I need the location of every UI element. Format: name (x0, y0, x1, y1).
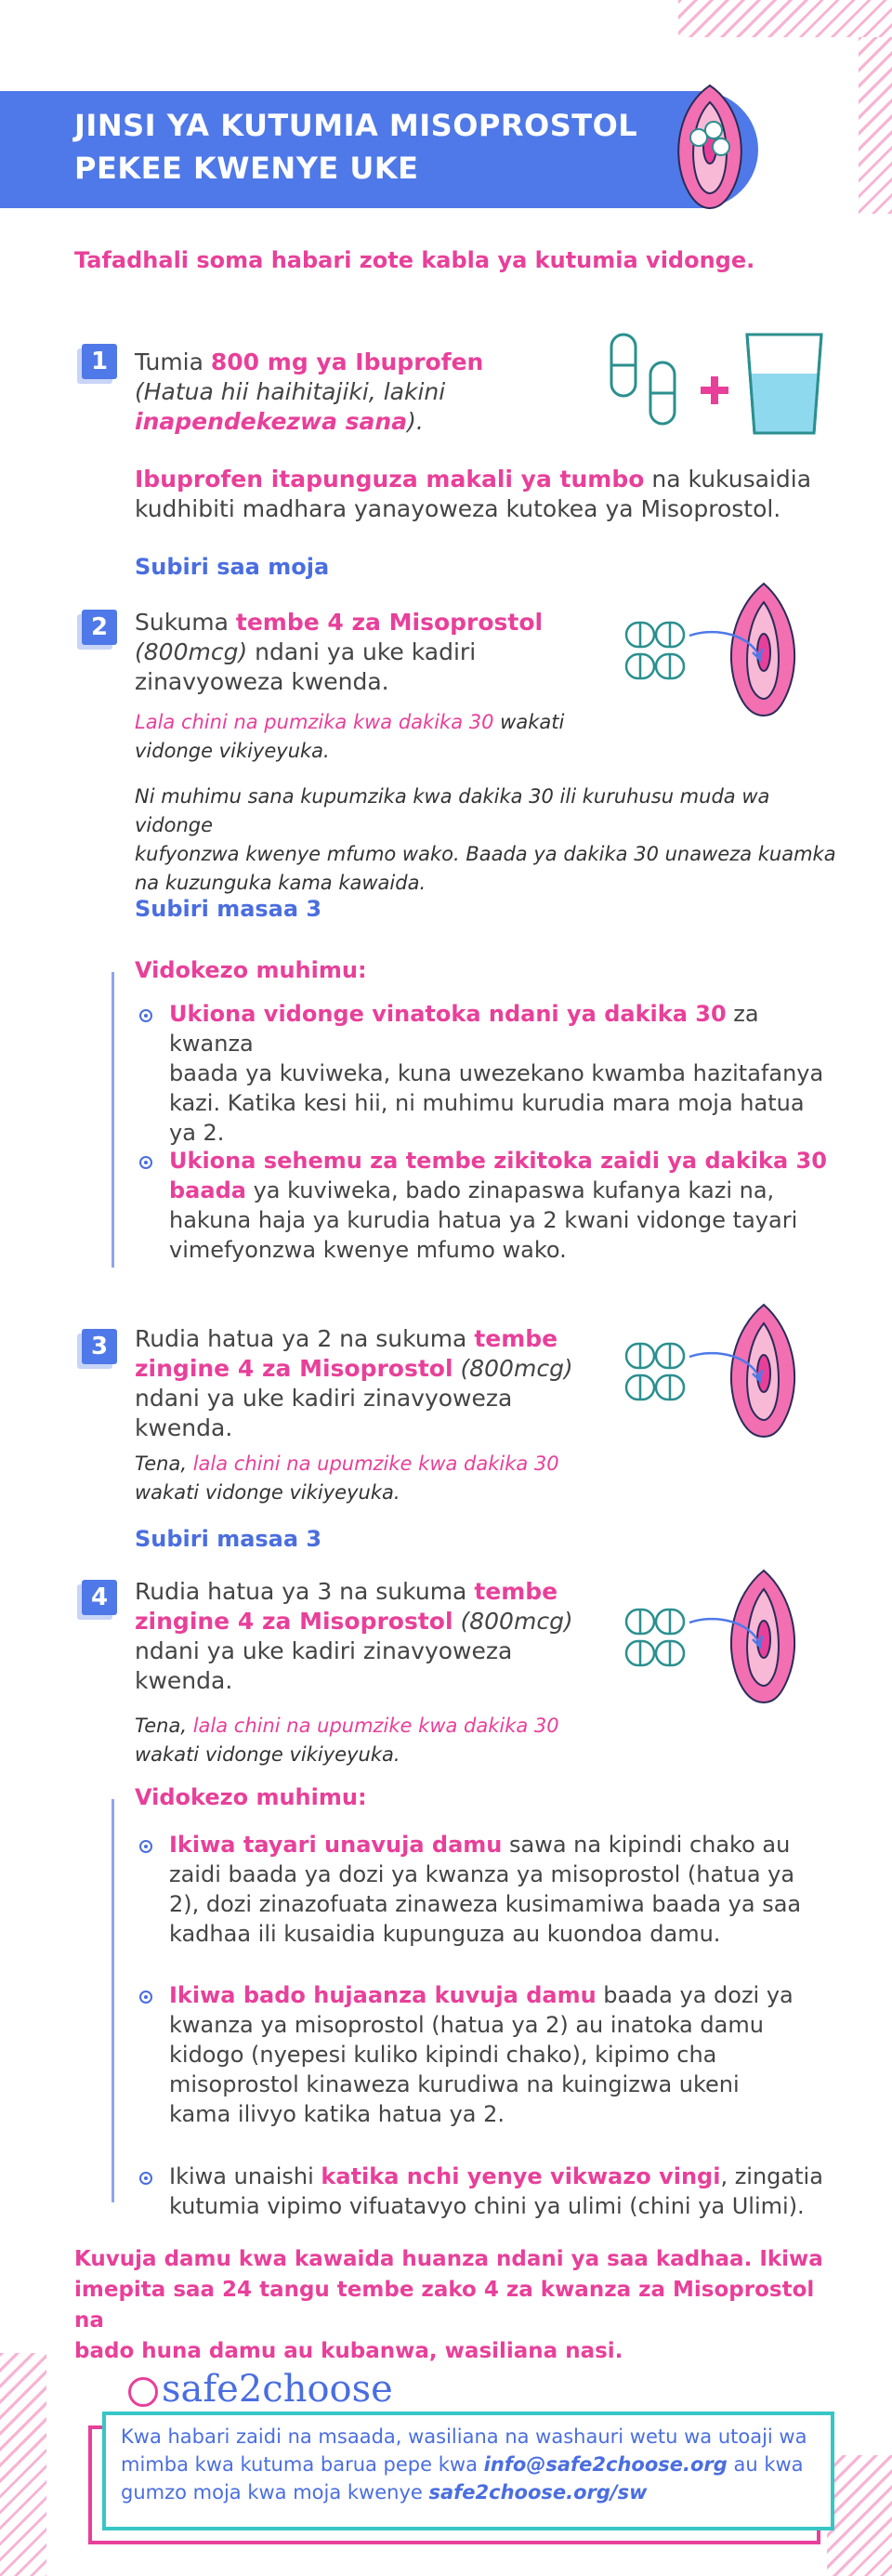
step-2-rest-c: vidonge vikiyeyuka. (135, 740, 330, 762)
tips-2-item-3-l1c: , zingatia (720, 2163, 823, 2189)
tips-1-heading: Vidokezo muhimu: (135, 957, 367, 983)
tablets-icon (624, 580, 810, 719)
decorative-stripes-top (678, 0, 892, 37)
step-3-number: 3 (82, 1329, 117, 1364)
tips-2-item-2-l5: kama ilivyo katika hatua ya 2. (169, 2101, 505, 2127)
step-2-line-1a: Sukuma (135, 609, 236, 636)
tips-2-bullet-3 (139, 2172, 152, 2185)
contact-line-1: Kwa habari zaidi na msaada, wasiliana na washauri wetu wa utoaji wa (121, 2425, 807, 2448)
closing-text (74, 2244, 836, 2367)
contact-email-link[interactable]: info@safe2choose.org (483, 2453, 728, 2476)
tips-2-item-1-l1b: sawa na kipindi chako au (502, 1832, 791, 1858)
tips-2-item-3 (169, 2162, 838, 2221)
wait-three-hours-1: Subiri masaa 3 (135, 896, 322, 922)
tips-1-item-1-l2: baada ya kuviweka, kuna uwezekano kwamba hazitafanya (169, 1060, 824, 1086)
tips-2-bullet-1 (139, 1840, 152, 1853)
tips-1-item-1-l3: kazi. Katika kesi hii, ni muhimu kurudia mara moja hatua (169, 1090, 805, 1116)
tips-1-item-2-l2a: baada (169, 1177, 246, 1203)
step-4-line-1b: tembe (474, 1578, 558, 1605)
step-1-number: 1 (82, 344, 117, 379)
title-line-2: PEKEE KWENYE UKE (74, 151, 419, 186)
step-1-recommended: inapendekezwa sana (135, 408, 408, 435)
wait-three-hours-2: Subiri masaa 3 (135, 1526, 322, 1552)
tips-2-heading: Vidokezo muhimu: (135, 1784, 367, 1810)
step-1-line-2: (Hatua hii haihitajiki, lakini (135, 378, 446, 405)
tips-2-item-1-highlight: Ikiwa tayari unavuja damu (169, 1832, 503, 1858)
tablets-icon (624, 1301, 810, 1440)
step-2-text (135, 608, 618, 697)
step-2-rest-highlight: Lala chini na pumzika kwa dakika 30 (135, 711, 494, 733)
step-4-mcg: (800mcg) (453, 1608, 573, 1635)
tips-2-item-3-l2: kutumia vipimo vifuatavyo chini ya ulimi (chini ya Ulimi). (169, 2193, 805, 2219)
tips-1-item-2 (169, 1146, 838, 1265)
step-3-mcg: (800mcg) (453, 1355, 573, 1382)
tips-1-item-2-highlight: Ukiona sehemu za tembe zikitoka zaidi ya dakika 30 (169, 1148, 827, 1174)
step-2-note (135, 782, 841, 898)
wait-one-hour: Subiri saa moja (135, 554, 330, 580)
closing-line-2: imepita saa 24 tangu tembe zako 4 za kwanza za Misoprostol na (74, 2278, 815, 2333)
vulva-illustration-icon (671, 82, 749, 212)
closing-line-1: Kuvuja damu kwa kawaida huanza ndani ya saa kadhaa. Ikiwa (74, 2247, 823, 2271)
step-3-line-1b: tembe (474, 1325, 558, 1352)
tips-2-item-2-l4: misoprostol kinaweza kurudiwa na kuingizwa ukeni (169, 2071, 740, 2097)
step-4-rest-highlight: lala chini na upumzike kwa dakika 30 (192, 1715, 559, 1737)
tips-1-bullet-2 (139, 1156, 152, 1169)
step-2-line-2b: ndani ya uke kadiri (247, 638, 477, 665)
tips-1-item-1-highlight: Ukiona vidonge vinatoka ndani ya dakika 30 (169, 1001, 727, 1027)
step-4-dose: zingine 4 za Misoprostol (135, 1608, 453, 1635)
tips-2-item-3-l1a: Ikiwa unaishi (169, 2163, 321, 2189)
step-4-line-3: ndani ya uke kadiri zinavyoweza (135, 1637, 513, 1664)
step-1-note-b: na kukusaidia (644, 466, 812, 493)
contact-text (121, 2423, 818, 2506)
tips-1-item-2-l4: vimefyonzwa kwenye mfumo wako. (169, 1237, 567, 1263)
tablets-icon (624, 1567, 810, 1706)
tips-1-item-1 (169, 999, 838, 1148)
step-1-line-3b: ). (407, 408, 424, 435)
step-4-text (135, 1577, 636, 1696)
decorative-stripes-bottom-left (0, 2353, 46, 2576)
tips-2-item-1-l3: 2), dozi zinazofuata zinaweza kusimamiwa baada ya saa (169, 1891, 802, 1917)
tips-2-line (112, 1799, 114, 2202)
step-1-note-c: kudhibiti madhara yanayoweza kutokea ya Misoprostol. (135, 495, 781, 522)
page-title (74, 104, 650, 190)
step-4-rest-a: Tena, (135, 1715, 193, 1737)
tips-2-bullet-2 (139, 1991, 152, 2004)
step-1-dose: 800 mg ya Ibuprofen (210, 348, 484, 375)
tips-1-line (112, 972, 114, 1268)
step-4-rest (135, 1712, 636, 1769)
closing-line-3: bado huna damu au kubanwa, wasiliana nasi. (74, 2339, 623, 2363)
step-1-text (135, 348, 599, 437)
title-line-1: JINSI YA KUTUMIA MISOPROSTOL (74, 108, 638, 143)
step-1-note (135, 465, 841, 524)
contact-line-3a: gumzo moja kwa moja kwenye (121, 2481, 429, 2504)
tips-2-item-1-l4: kadhaa ili kusaidia kupunguza au kuondoa damu. (169, 1921, 721, 1947)
step-2-mcg: (800mcg) (135, 638, 248, 665)
water-glass-icon (741, 329, 827, 439)
step-4-line-1a: Rudia hatua ya 3 na sukuma (135, 1578, 475, 1605)
contact-line-2a: mimba kwa kutuma barua pepe kwa (121, 2453, 484, 2476)
tips-2-item-2-l2: kwanza ya misoprostol (hatua ya 2) au inatoka damu (169, 2012, 764, 2038)
step-3-rest-highlight: lala chini na upumzike kwa dakika 30 (192, 1452, 559, 1475)
contact-line-2c: au kwa (727, 2453, 804, 2476)
step-3-line-4: kwenda. (135, 1414, 233, 1441)
intro-text: Tafadhali soma habari zote kabla ya kutumia vidonge. (74, 247, 755, 273)
step-3-rest-a: Tena, (135, 1452, 193, 1475)
step-3-rest-c: wakati vidonge vikiyeyuka. (135, 1481, 400, 1504)
step-1-line-1a: Tumia (135, 348, 211, 375)
step-2-rest (135, 708, 618, 766)
tips-1-bullet-1 (139, 1009, 152, 1022)
step-3-line-1a: Rudia hatua ya 2 na sukuma (135, 1325, 475, 1352)
step-2-number: 2 (82, 610, 117, 645)
contact-website-link[interactable]: safe2choose.org/sw (428, 2481, 648, 2504)
tips-1-item-1-l1b: za kwanza (169, 1001, 759, 1057)
tips-2-item-1-l2: zaidi baada ya dozi ya kwanza ya misoprostol (hatua ya (169, 1861, 795, 1887)
tips-2-item-2-l3: kidogo (nyepesi kuliko kipindi chako), kipimo cha (169, 2042, 717, 2068)
step-2-note-2: kufyonzwa kwenye mfumo wako. Baada ya dakika 30 unaweza kuamka (135, 843, 836, 865)
step-1-note-highlight: Ibuprofen itapunguza makali ya tumbo (135, 466, 645, 493)
step-3-line-3: ndani ya uke kadiri zinavyoweza (135, 1385, 513, 1412)
step-4-line-4: kwenda. (135, 1667, 233, 1694)
step-3-rest (135, 1450, 636, 1507)
tips-2-item-1 (169, 1830, 838, 1949)
step-4-number: 4 (82, 1580, 117, 1615)
step-2-note-3: na kuzunguka kama kawaida. (135, 872, 426, 894)
step-3-dose: zingine 4 za Misoprostol (135, 1355, 453, 1382)
step-2-note-1: Ni muhimu sana kupumzika kwa dakika 30 ili kuruhusu muda wa vidonge (135, 785, 770, 836)
step-2-dose: tembe 4 za Misoprostol (235, 609, 544, 636)
tips-1-item-2-l3: hakuna haja ya kurudia hatua ya 2 kwani vidonge tayari (169, 1207, 798, 1233)
logo-mark-icon (128, 2377, 158, 2407)
tips-1-item-2-l2b: ya kuviweka, bado zinapaswa kufanya kazi na, (245, 1177, 775, 1203)
tips-1-item-1-l4: ya 2. (169, 1120, 225, 1146)
tips-2-item-2-l1b: baada ya dozi ya (596, 1982, 794, 2008)
tips-2-item-2 (169, 1980, 838, 2129)
step-2-rest-b: wakati (493, 711, 565, 733)
step-4-rest-c: wakati vidonge vikiyeyuka. (135, 1743, 400, 1766)
decorative-stripes-right (859, 37, 892, 214)
tips-2-item-2-highlight: Ikiwa bado hujaanza kuvuja damu (169, 1982, 597, 2008)
decorative-stripes-bottom-right (827, 2455, 892, 2576)
step-3-text (135, 1324, 636, 1443)
safe2choose-logo[interactable] (119, 2368, 402, 2411)
tips-2-item-3-highlight: katika nchi yenye vikwazo vingi (321, 2163, 721, 2189)
step-2-line-3: zinavyoweza kwenda. (135, 668, 389, 695)
logo-text: safe2choose (162, 2368, 393, 2411)
